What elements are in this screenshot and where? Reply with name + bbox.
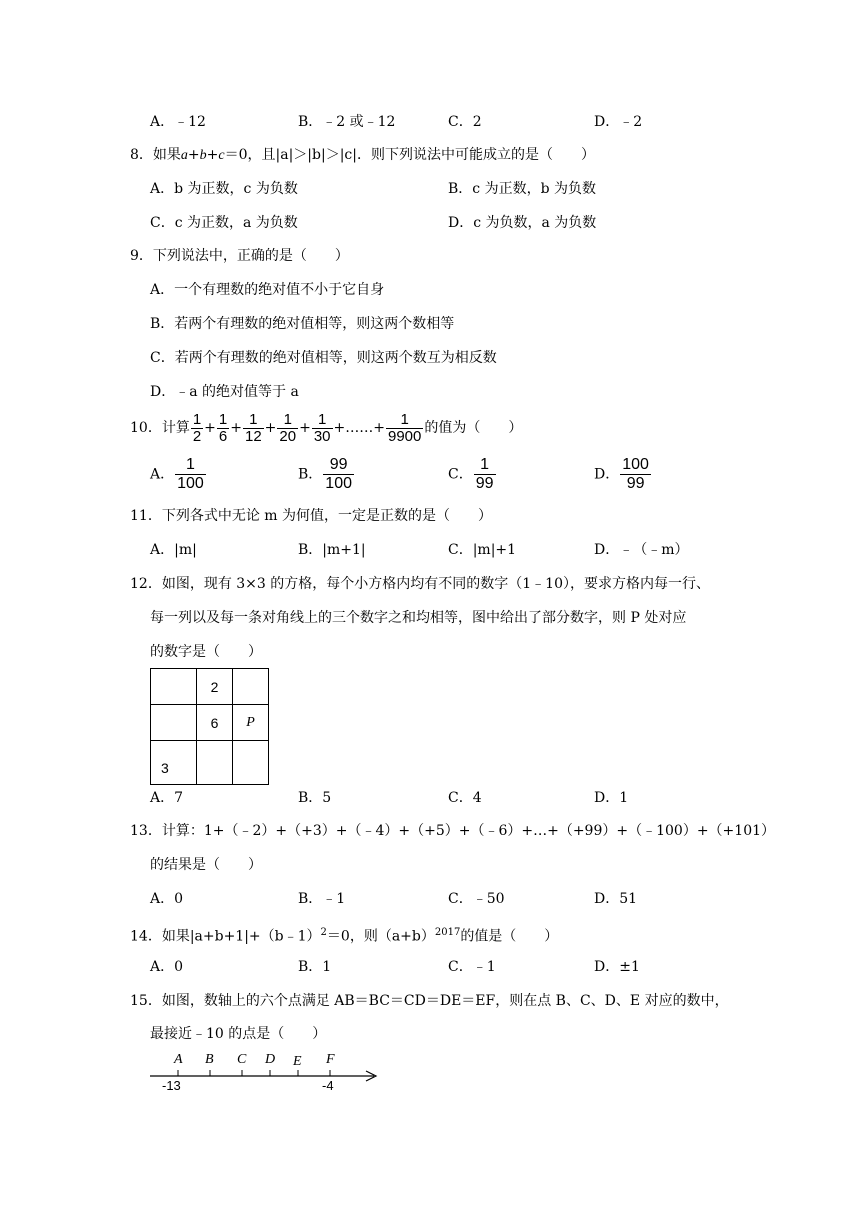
q8-number: 8．如果 — [130, 147, 181, 163]
q10-stem: 10．计算 $\frac{1}{2}$ + $\frac{1}{6}$ + $\frac{1}{12}$ + $\frac{1}{20}$ + $\frac{1}{30}$ +……+ $\frac{1}{9900}$ 的值为（ ） — [130, 410, 523, 445]
q8-stem — [130, 145, 595, 166]
q14-stem — [130, 923, 558, 947]
var-b: b — [199, 148, 207, 163]
q9-stem: 9．下列说法中，正确的是（ ） — [130, 248, 349, 264]
grid-cell: 3 — [151, 741, 197, 785]
q9-option-a: A．一个有理数的绝对值不小于它自身 — [150, 282, 385, 298]
plus-sign: + — [187, 147, 200, 163]
q9-option-d: D．﹣a 的绝对值等于 a — [150, 384, 299, 400]
value-label-right: -4 — [322, 1078, 334, 1093]
q8-option-d: D．c 为负数，a 为负数 — [448, 215, 597, 231]
q11-option-a: A．|m| — [150, 542, 197, 558]
grid-cell — [197, 741, 233, 785]
point-label-f: F — [326, 1052, 335, 1067]
q14-stem-pre: 14．如果|a+b+1|+（b﹣1） — [130, 928, 321, 945]
magic-square-grid — [150, 668, 269, 785]
exponent: 2017 — [434, 927, 461, 938]
q14-option-a: A．0 — [150, 959, 184, 975]
q12-option-c: C．4 — [448, 790, 482, 806]
equals-zero: ＝0， — [224, 147, 262, 163]
grid-cell: 6 — [197, 705, 233, 741]
q13-option-b: B．﹣1 — [298, 891, 346, 907]
plus-sign: + — [206, 147, 219, 163]
point-label-a: A — [174, 1052, 183, 1067]
q12-option-a: A．7 — [150, 790, 184, 806]
q12-option-d: D．1 — [594, 790, 629, 806]
q10-option-b: B． $\frac{99}{100}$ — [298, 456, 352, 492]
q12-stem-line2: 每一列以及每一条对角线上的三个数字之和均相等，图中给出了部分数字，则 P 处对应 — [150, 610, 687, 626]
fraction: $\frac{1}{30}$ — [313, 410, 331, 445]
fraction: $\frac{1}{2}$ — [192, 410, 202, 445]
value-label-left: -13 — [162, 1078, 181, 1093]
q12-stem-line1: 12．如图，现有 3×3 的方格，每个小方格内均有不同的数字（1﹣10），要求方格内每一行、 — [130, 576, 710, 592]
q9-option-c: C．若两个有理数的绝对值相等，则这两个数互为相反数 — [150, 350, 497, 366]
q12-stem-line3: 的数字是（ ） — [150, 644, 262, 660]
fraction: $\frac{1}{12}$ — [244, 410, 262, 445]
q14-stem-post: 的值是（ ） — [460, 928, 559, 945]
q11-option-b: B．|m+1| — [298, 542, 366, 558]
q8-condition: 且|a|＞|b|＞|c|．则下列说法中可能成立的是（ ） — [261, 147, 595, 163]
q7-option-c: C．2 — [448, 114, 482, 130]
q13-option-d: D．51 — [594, 891, 638, 907]
q7-option-d: D．﹣2 — [594, 114, 643, 130]
q15-stem-line2: 最接近﹣10 的点是（ ） — [150, 1026, 327, 1042]
grid-cell: 2 — [197, 669, 233, 705]
fraction: $\frac{1}{20}$ — [279, 410, 297, 445]
grid-cell — [233, 741, 269, 785]
number-line — [148, 1052, 380, 1092]
point-label-d: D — [265, 1052, 276, 1067]
point-label-b: B — [205, 1052, 214, 1067]
exponent: 2 — [320, 927, 327, 938]
q8-option-c: C．c 为正数，a 为负数 — [150, 215, 298, 231]
q10-option-d: D． $\frac{100}{99}$ — [594, 456, 649, 492]
point-label-e: E — [293, 1054, 302, 1069]
q9-option-b: B．若两个有理数的绝对值相等，则这两个数相等 — [150, 316, 455, 332]
q14-stem-mid: ＝0，则（a+b） — [326, 928, 435, 945]
point-label-c: C — [237, 1052, 247, 1067]
var-a: a — [180, 148, 188, 163]
q13-option-c: C．﹣50 — [448, 891, 505, 907]
q10-tail: 的值为（ ） — [424, 420, 523, 436]
q7-option-a: A．﹣12 — [150, 114, 206, 130]
fraction: $\frac{1}{6}$ — [218, 410, 228, 445]
q12-option-b: B．5 — [298, 790, 332, 806]
q13-stem-line1: 13．计算：1+（﹣2）+（+3）+（﹣4）+（+5）+（﹣6）+…+（+99）+（﹣100）+（+101） — [130, 823, 776, 839]
q8-option-a: A．b 为正数，c 为负数 — [150, 181, 298, 197]
q10-option-a: A． $\frac{1}{100}$ — [150, 456, 204, 492]
q13-stem-line2: 的结果是（ ） — [150, 857, 262, 873]
ellipsis-plus: +……+ — [333, 420, 385, 436]
q11-option-d: D．﹣（﹣m） — [594, 542, 689, 558]
q7-option-b: B．﹣2 或﹣12 — [298, 114, 396, 130]
q14-option-d: D．±1 — [594, 959, 640, 975]
q14-option-b: B．1 — [298, 959, 332, 975]
q8-option-b: B．c 为正数，b 为负数 — [448, 181, 596, 197]
q11-stem: 11．下列各式中无论 m 为何值，一定是正数的是（ ） — [130, 508, 492, 524]
q13-option-a: A．0 — [150, 891, 184, 907]
grid-cell — [233, 669, 269, 705]
grid-cell-p: P — [233, 705, 269, 741]
fraction: $\frac{1}{9900}$ — [387, 410, 422, 445]
q15-stem-line1: 15．如图，数轴上的六个点满足 AB＝BC＝CD＝DE＝EF，则在点 B、C、D、E 对应的数中， — [130, 993, 729, 1009]
q10-number: 10．计算 — [130, 420, 190, 436]
var-c: c — [218, 148, 225, 163]
q10-option-c: C． $\frac{1}{99}$ — [448, 456, 494, 492]
q11-option-c: C．|m|+1 — [448, 542, 517, 558]
grid-cell — [151, 669, 197, 705]
q14-option-c: C．﹣1 — [448, 959, 496, 975]
grid-cell — [151, 705, 197, 741]
